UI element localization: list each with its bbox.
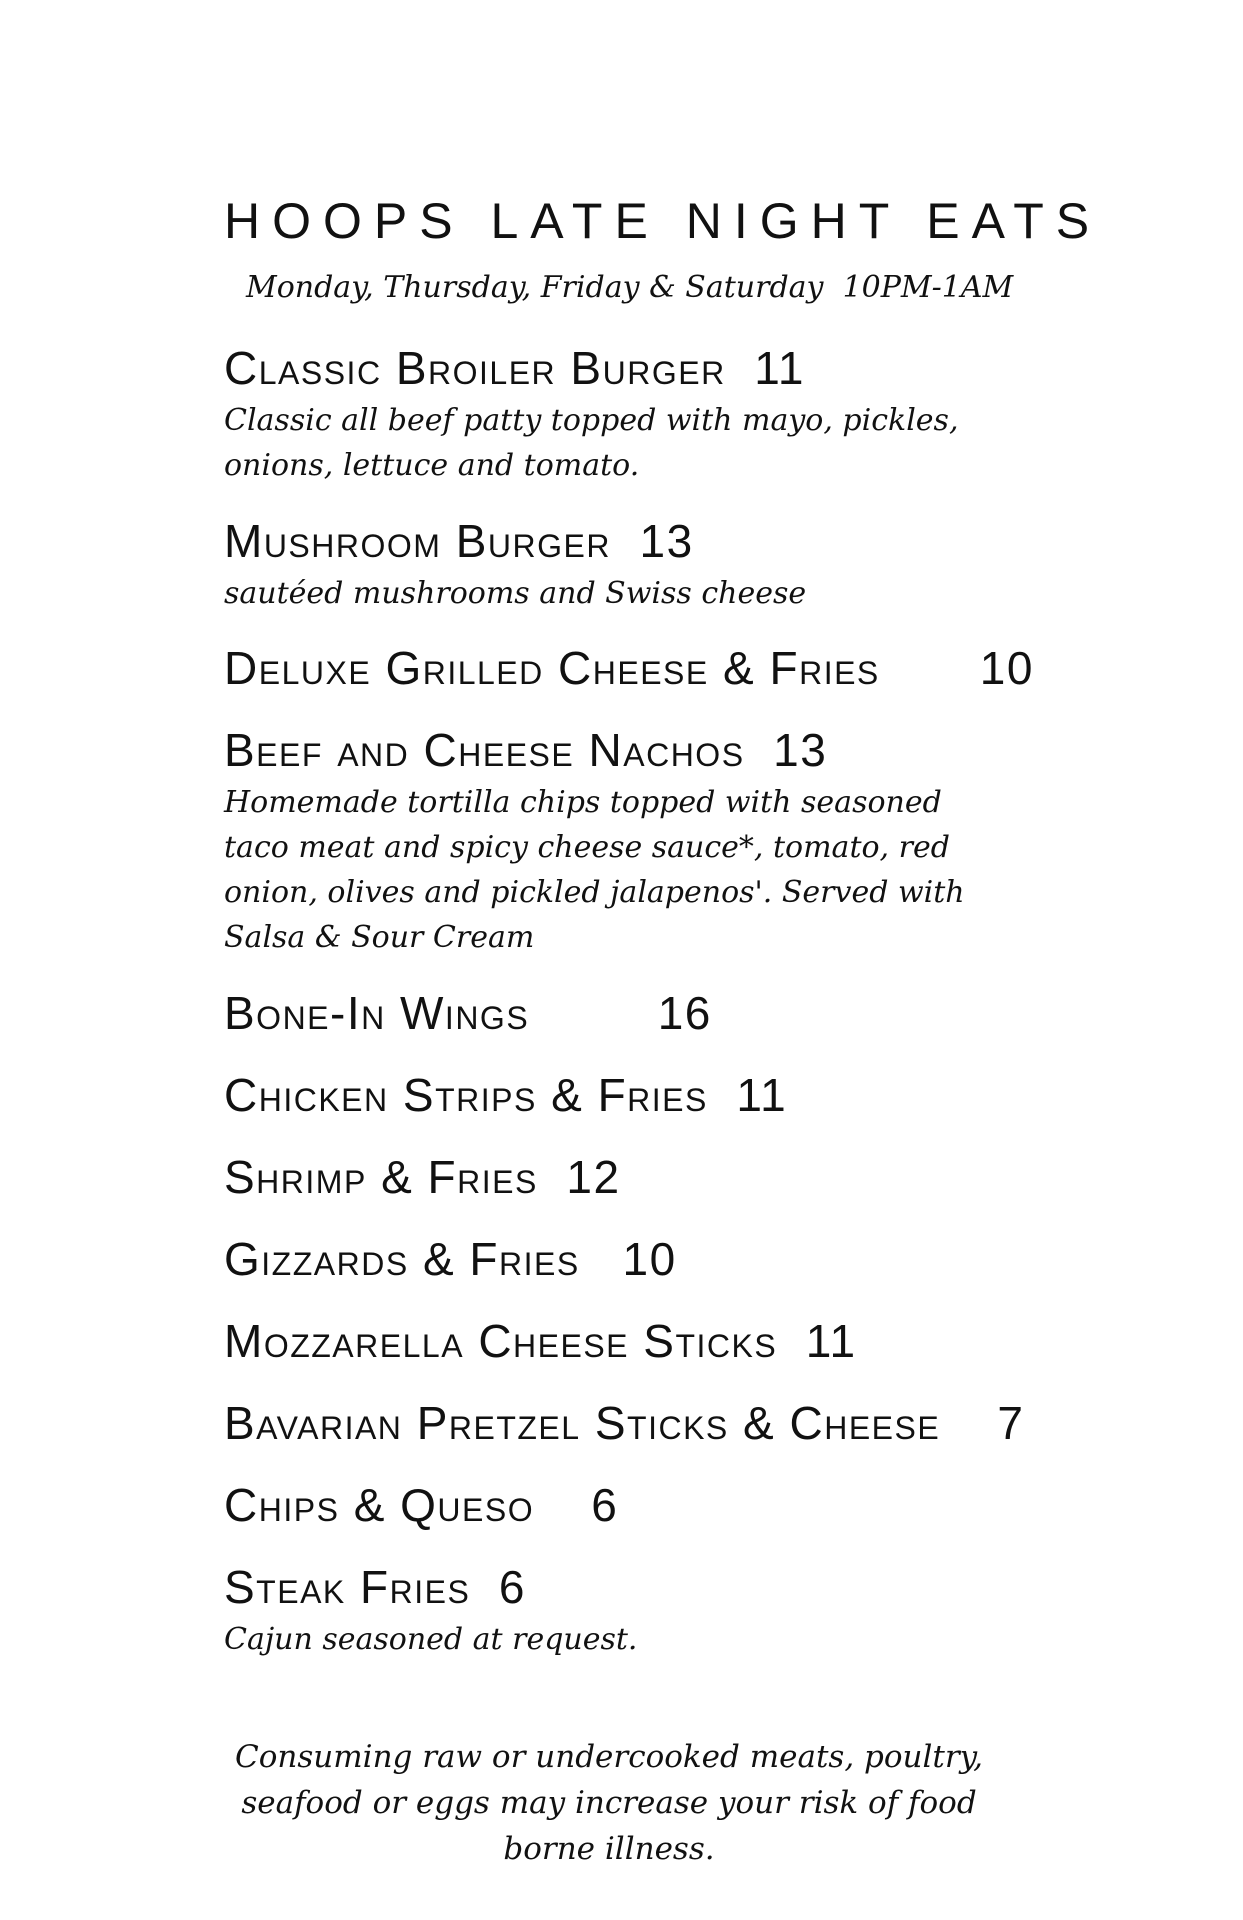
item-name: Bavarian Pretzel Sticks & Cheese [224,1397,941,1449]
item-price: 16 [657,987,712,1039]
item-name: Steak Fries [224,1561,471,1613]
item-description: Homemade tortilla chips topped with seasoned taco meat and spicy cheese sauce*, tomato, red onion, olives and pickled jalapenos'. Served with Salsa & Sour Cream [224,785,965,955]
item-name: Chicken Strips & Fries [224,1069,708,1121]
item-name: Gizzards & Fries [224,1233,580,1285]
menu-item-gizzards-and-fries [224,1231,1024,1287]
menu-item-heading [224,1477,1024,1533]
menu-item-shrimp-and-fries [224,1149,1024,1205]
item-name: Mushroom Burger [224,515,611,567]
menu-item-bone-in-wings [224,985,1024,1041]
menu-item-mushroom-burger [224,513,1024,616]
item-price: 11 [736,1069,788,1121]
item-price: 6 [591,1479,619,1531]
menu-item-bavarian-pretzel-sticks [224,1395,1024,1451]
menu-title: HOOPS LATE NIGHT EATS [224,193,1102,249]
menu-item-heading [224,722,1024,778]
menu-item-heading [224,1067,1024,1123]
item-name: Chips & Queso [224,1479,535,1531]
menu-item-heading [224,640,1034,696]
item-price: 7 [997,1397,1025,1449]
item-price: 11 [754,342,806,394]
menu-item-beef-and-cheese-nachos [224,722,1024,960]
item-price: 13 [773,724,828,776]
menu-item-heading [224,1313,1024,1369]
menu-item-heading [224,985,1024,1041]
menu-item-heading [224,1231,1024,1287]
food-safety-disclaimer: Consuming raw or undercooked meats, poultry, seafood or eggs may increase your risk of food borne illness. [235,1739,983,1867]
menu-item-chips-and-queso [224,1477,1024,1533]
item-description: Classic all beef patty topped with mayo, pickles, onions, lettuce and tomato. [224,403,959,483]
menu-item-heading [224,513,1024,569]
item-price: 10 [979,642,1034,694]
item-description: Cajun seasoned at request. [224,1622,638,1657]
menu-item-chicken-strips [224,1067,1024,1123]
item-name: Bone-In Wings [224,987,530,1039]
item-price: 13 [639,515,694,567]
menu-hours: Monday, Thursday, Friday & Saturday 10PM-1AM [246,270,1014,305]
item-price: 11 [805,1315,857,1367]
menu-item-heading [224,1395,1024,1451]
menu-item-heading [224,1559,1024,1615]
menu-item-steak-fries [224,1559,1024,1662]
item-name: Beef and Cheese Nachos [224,724,745,776]
item-name: Shrimp & Fries [224,1151,538,1203]
menu-item-deluxe-grilled-cheese [224,640,1034,696]
item-price: 10 [622,1233,677,1285]
item-description: sautéed mushrooms and Swiss cheese [224,576,807,611]
menu-item-heading [224,340,1024,396]
item-name: Deluxe Grilled Cheese & Fries [224,642,880,694]
item-name: Classic Broiler Burger [224,342,726,394]
menu-item-classic-broiler-burger [224,340,1024,488]
menu-item-heading [224,1149,1024,1205]
menu-item-mozzarella-sticks [224,1313,1024,1369]
item-name: Mozzarella Cheese Sticks [224,1315,778,1367]
item-price: 12 [566,1151,621,1203]
item-price: 6 [498,1561,526,1613]
